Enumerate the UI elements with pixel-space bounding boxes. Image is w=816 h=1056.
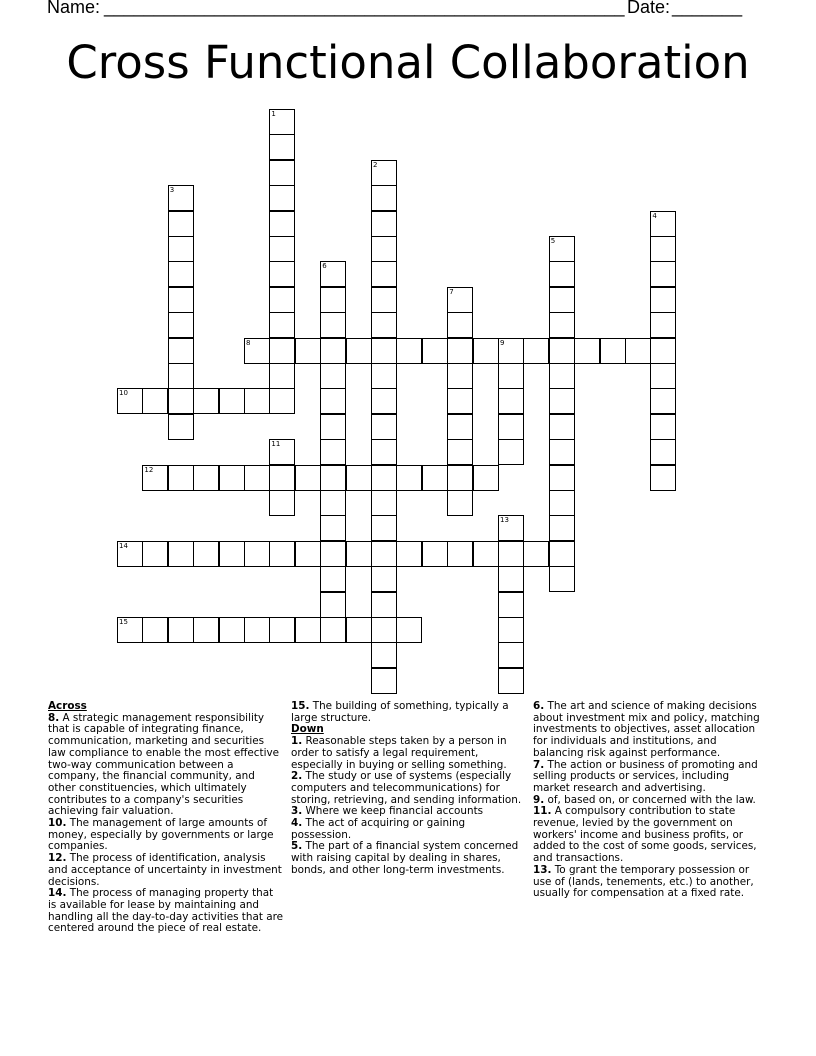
grid-cell[interactable] xyxy=(422,338,448,364)
grid-cell[interactable] xyxy=(320,363,346,389)
grid-cell[interactable] xyxy=(320,490,346,516)
grid-cell[interactable] xyxy=(320,465,346,491)
grid-cell[interactable] xyxy=(320,312,346,338)
grid-cell[interactable] xyxy=(498,668,524,694)
grid-cell[interactable] xyxy=(447,541,473,567)
grid-cell[interactable] xyxy=(447,414,473,440)
grid-cell[interactable] xyxy=(219,541,245,567)
grid-cell[interactable] xyxy=(650,211,676,237)
clue-number: 12 xyxy=(144,465,154,474)
clue-text: The act of acquiring or gaining possession. xyxy=(291,817,466,841)
clue-text: Where we keep financial accounts xyxy=(302,805,484,818)
clue-text: Reasonable steps taken by a person in order to satisfy a legal requirement, especially in buying or selling something. xyxy=(291,735,507,771)
date-line[interactable]: _______ xyxy=(672,0,743,17)
clue-number-label: 10. xyxy=(48,817,67,830)
clue-text: The building of something, typically a large structure. xyxy=(291,700,509,724)
grid-cell[interactable] xyxy=(473,541,499,567)
grid-cell[interactable] xyxy=(269,490,295,516)
grid-cell[interactable] xyxy=(269,185,295,211)
clue-text: The part of a financial system concerned with raising capital by dealing in shares, bonds, and other long-term investments. xyxy=(291,840,519,876)
grid-cell[interactable] xyxy=(422,541,448,567)
clue-column-1 xyxy=(48,701,284,935)
grid-cell[interactable] xyxy=(447,465,473,491)
grid-cell[interactable] xyxy=(498,566,524,592)
clue-number-label: 6. xyxy=(533,700,545,712)
grid-cell[interactable] xyxy=(447,338,473,364)
grid-cell[interactable] xyxy=(371,185,397,211)
grid-cell[interactable] xyxy=(168,312,194,338)
grid-cell[interactable] xyxy=(371,617,397,643)
clue-text: The process of managing property that is available for lease by maintaining and handling all the day-to-day activities that are centered around the piece of real estate. xyxy=(48,887,284,935)
grid-cell[interactable] xyxy=(371,363,397,389)
grid-cell[interactable] xyxy=(320,414,346,440)
grid-cell[interactable] xyxy=(498,363,524,389)
clue-number: 1 xyxy=(271,110,276,118)
grid-cell[interactable] xyxy=(650,363,676,389)
grid-cell[interactable] xyxy=(498,592,524,618)
grid-cell[interactable] xyxy=(346,338,372,364)
grid-cell[interactable] xyxy=(142,617,168,643)
grid-cell[interactable] xyxy=(168,236,194,262)
grid-cell[interactable] xyxy=(269,541,295,567)
grid-cell[interactable] xyxy=(371,541,397,567)
grid-cell[interactable] xyxy=(193,617,219,643)
grid-cell[interactable] xyxy=(168,338,194,364)
grid-cell[interactable] xyxy=(371,312,397,338)
grid-cell[interactable] xyxy=(371,465,397,491)
grid-cell[interactable] xyxy=(346,617,372,643)
clue-text: A strategic management responsibility that is capable of integrating finance, communication, marketing and securities law compliance to enable the most effective two-way communication between a company, the financial community, and other constituencies, which ultimately contributes to a company's securities achieving fair valuation. xyxy=(48,711,280,818)
grid-cell[interactable] xyxy=(498,617,524,643)
grid-cell[interactable] xyxy=(269,160,295,186)
grid-cell[interactable] xyxy=(295,617,321,643)
grid-cell[interactable] xyxy=(549,541,575,567)
date-label: Date: xyxy=(627,0,671,17)
grid-cell[interactable] xyxy=(219,617,245,643)
clue-number: 14 xyxy=(119,541,128,550)
grid-cell[interactable] xyxy=(269,388,295,414)
clue-column-2 xyxy=(291,701,527,877)
grid-cell[interactable] xyxy=(447,287,473,313)
grid-cell[interactable] xyxy=(498,541,524,567)
name-line[interactable]: ____________________________________________________ xyxy=(104,0,625,17)
clue-text: The management of large amounts of money, especially by governments or large companies. xyxy=(48,817,274,853)
name-label: Name: xyxy=(47,0,101,17)
grid-cell[interactable] xyxy=(498,414,524,440)
grid-cell[interactable] xyxy=(600,338,626,364)
clue-number: 10 xyxy=(119,389,128,398)
grid-cell[interactable] xyxy=(142,465,168,491)
clue-item xyxy=(291,818,527,841)
clue-number: 5 xyxy=(550,237,556,245)
grid-cell[interactable] xyxy=(498,439,524,465)
clue-text: The process of identification, analysis and acceptance of uncertainty in investment decisions. xyxy=(48,852,282,888)
grid-cell[interactable] xyxy=(371,287,397,313)
grid-cell[interactable] xyxy=(168,388,194,414)
grid-cell[interactable] xyxy=(269,439,295,465)
clue-item xyxy=(533,806,769,865)
grid-cell[interactable] xyxy=(193,465,219,491)
clue-text: The art and science of making decisions about investment mix and policy, matching investments to objectives, asset allocation for individuals and institutions, and balancing risk against performance. xyxy=(533,700,760,759)
grid-cell[interactable] xyxy=(168,185,194,211)
grid-cell[interactable] xyxy=(549,338,575,364)
grid-cell[interactable] xyxy=(371,515,397,541)
grid-cell[interactable] xyxy=(371,490,397,516)
grid-cell[interactable] xyxy=(117,388,143,414)
clue-number: 6 xyxy=(322,262,327,271)
grid-cell[interactable] xyxy=(193,388,219,414)
grid-cell[interactable] xyxy=(498,388,524,414)
grid-cell[interactable] xyxy=(523,338,549,364)
grid-cell[interactable] xyxy=(650,439,676,465)
grid-cell[interactable] xyxy=(320,592,346,618)
grid-cell[interactable] xyxy=(269,236,295,262)
grid-cell[interactable] xyxy=(371,414,397,440)
grid-cell[interactable] xyxy=(396,541,422,567)
clue-number-label: 4. xyxy=(291,817,303,830)
grid-cell[interactable] xyxy=(371,236,397,262)
grid-cell[interactable] xyxy=(320,541,346,567)
page-title: Cross Functional Collaboration xyxy=(66,36,750,89)
clue-item xyxy=(533,760,769,795)
grid-cell[interactable] xyxy=(168,261,194,287)
clue-item xyxy=(48,888,284,935)
clue-text: A compulsory contribution to state revenue, levied by the government on workers' income and business profits, or added to the cost of some goods, services, and transactions. xyxy=(533,805,757,865)
grid-cell[interactable] xyxy=(549,363,575,389)
clue-number: 3 xyxy=(169,186,175,195)
grid-cell[interactable] xyxy=(371,592,397,618)
clue-text: The action or business of promoting and selling products or services, including market research and advertising. xyxy=(533,758,758,794)
grid-cell[interactable] xyxy=(269,363,295,389)
clue-number-label: 9. xyxy=(533,793,545,806)
clue-item xyxy=(48,853,284,888)
grid-cell[interactable] xyxy=(549,287,575,313)
grid-cell[interactable] xyxy=(295,338,321,364)
grid-cell[interactable] xyxy=(422,465,448,491)
grid-cell[interactable] xyxy=(168,287,194,313)
grid-cell[interactable] xyxy=(219,388,245,414)
clue-item xyxy=(291,771,527,806)
grid-cell[interactable] xyxy=(244,465,270,491)
clue-number-label: 5. xyxy=(291,840,303,853)
grid-cell[interactable] xyxy=(447,490,473,516)
clue-number-label: 1. xyxy=(291,735,303,748)
grid-cell[interactable] xyxy=(320,566,346,592)
grid-cell[interactable] xyxy=(320,338,346,364)
grid-cell[interactable] xyxy=(320,388,346,414)
grid-cell[interactable] xyxy=(549,312,575,338)
grid-cell[interactable] xyxy=(320,439,346,465)
clue-number: 13 xyxy=(500,516,509,525)
grid-cell[interactable] xyxy=(244,617,270,643)
grid-cell[interactable] xyxy=(650,261,676,287)
grid-cell[interactable] xyxy=(168,541,194,567)
clue-text: of, based on, or concerned with the law. xyxy=(544,793,756,806)
grid-cell[interactable] xyxy=(396,617,422,643)
grid-cell[interactable] xyxy=(549,414,575,440)
grid-cell[interactable] xyxy=(371,566,397,592)
grid-cell[interactable] xyxy=(168,617,194,643)
grid-cell[interactable] xyxy=(396,465,422,491)
grid-cell[interactable] xyxy=(142,541,168,567)
grid-cell[interactable] xyxy=(650,287,676,313)
grid-cell[interactable] xyxy=(244,338,270,364)
clue-text: The study or use of systems (especially computers and telecommunications) for storing, retrieving, and sending information. xyxy=(291,770,522,806)
clue-number: 2 xyxy=(373,160,378,169)
grid-cell[interactable] xyxy=(650,414,676,440)
clue-number: 8 xyxy=(246,338,251,347)
grid-cell[interactable] xyxy=(549,439,575,465)
grid-cell[interactable] xyxy=(447,312,473,338)
grid-cell[interactable] xyxy=(371,211,397,237)
clue-number-label: 3. xyxy=(291,805,303,818)
clue-number: 7 xyxy=(449,287,454,296)
grid-cell[interactable] xyxy=(447,439,473,465)
grid-cell[interactable] xyxy=(269,312,295,338)
clue-column-3 xyxy=(533,701,769,900)
clue-heading: Down xyxy=(291,723,324,736)
clue-item xyxy=(533,865,769,900)
clue-number-label: 2. xyxy=(291,770,303,783)
grid-cell[interactable] xyxy=(650,465,676,491)
grid-cell[interactable] xyxy=(320,515,346,541)
grid-cell[interactable] xyxy=(244,388,270,414)
grid-cell[interactable] xyxy=(498,642,524,668)
clue-item xyxy=(48,818,284,853)
grid-cell[interactable] xyxy=(523,541,549,567)
grid-cell[interactable] xyxy=(650,388,676,414)
clue-number-label: 11. xyxy=(533,805,552,818)
clue-item xyxy=(291,701,527,724)
grid-cell[interactable] xyxy=(244,541,270,567)
clue-number: 11 xyxy=(271,440,281,449)
grid-cell[interactable] xyxy=(168,414,194,440)
grid-cell[interactable] xyxy=(549,515,575,541)
grid-cell[interactable] xyxy=(269,134,295,160)
grid-cell[interactable] xyxy=(295,465,321,491)
grid-cell[interactable] xyxy=(269,287,295,313)
grid-cell[interactable] xyxy=(396,338,422,364)
grid-cell[interactable] xyxy=(371,388,397,414)
clue-number-label: 14. xyxy=(48,887,67,900)
grid-cell[interactable] xyxy=(549,261,575,287)
grid-cell[interactable] xyxy=(650,338,676,364)
grid-cell[interactable] xyxy=(574,338,600,364)
clue-number: 15 xyxy=(119,618,128,626)
grid-cell[interactable] xyxy=(168,211,194,237)
grid-cell[interactable] xyxy=(650,236,676,262)
clue-text: To grant the temporary possession or use of (lands, tenements, etc.) to another, usually for compensation at a fixed rate. xyxy=(533,863,754,900)
grid-cell[interactable] xyxy=(269,617,295,643)
grid-cell[interactable] xyxy=(346,541,372,567)
grid-cell[interactable] xyxy=(371,668,397,694)
grid-cell[interactable] xyxy=(168,465,194,491)
grid-cell[interactable] xyxy=(473,338,499,364)
grid-cell[interactable] xyxy=(320,617,346,643)
grid-cell[interactable] xyxy=(269,465,295,491)
grid-cell[interactable] xyxy=(269,338,295,364)
grid-cell[interactable] xyxy=(371,160,397,186)
grid-cell[interactable] xyxy=(346,465,372,491)
clue-number: 4 xyxy=(652,211,657,220)
clue-number: 9 xyxy=(500,338,505,347)
clue-item xyxy=(291,736,527,771)
grid-cell[interactable] xyxy=(498,338,524,364)
grid-cell[interactable] xyxy=(371,338,397,364)
grid-cell[interactable] xyxy=(269,211,295,237)
clue-item xyxy=(48,713,284,818)
grid-cell[interactable] xyxy=(219,465,245,491)
grid-cell[interactable] xyxy=(549,388,575,414)
grid-cell[interactable] xyxy=(168,363,194,389)
grid-cell[interactable] xyxy=(193,541,219,567)
grid-cell[interactable] xyxy=(117,617,143,643)
clue-heading: Across xyxy=(48,700,87,712)
grid-cell[interactable] xyxy=(371,261,397,287)
grid-cell[interactable] xyxy=(473,465,499,491)
grid-cell[interactable] xyxy=(320,287,346,313)
grid-cell[interactable] xyxy=(371,642,397,668)
clue-number-label: 7. xyxy=(533,758,545,771)
clue-item xyxy=(291,841,527,876)
grid-cell[interactable] xyxy=(269,261,295,287)
grid-cell[interactable] xyxy=(549,236,575,262)
grid-cell[interactable] xyxy=(549,465,575,491)
grid-cell[interactable] xyxy=(549,490,575,516)
grid-cell[interactable] xyxy=(320,261,346,287)
clue-number-label: 13. xyxy=(533,863,552,876)
grid-cell[interactable] xyxy=(625,338,651,364)
grid-cell[interactable] xyxy=(117,541,143,567)
grid-cell[interactable] xyxy=(650,312,676,338)
grid-cell[interactable] xyxy=(295,541,321,567)
clue-number-label: 8. xyxy=(48,711,60,724)
clue-number-label: 12. xyxy=(48,852,67,865)
grid-cell[interactable] xyxy=(549,566,575,592)
grid-cell[interactable] xyxy=(269,109,295,135)
grid-cell[interactable] xyxy=(498,515,524,541)
clue-number-label: 15. xyxy=(291,700,310,712)
grid-cell[interactable] xyxy=(142,388,168,414)
clue-item xyxy=(533,701,769,760)
grid-cell[interactable] xyxy=(447,388,473,414)
grid-cell[interactable] xyxy=(371,439,397,465)
grid-cell[interactable] xyxy=(447,363,473,389)
